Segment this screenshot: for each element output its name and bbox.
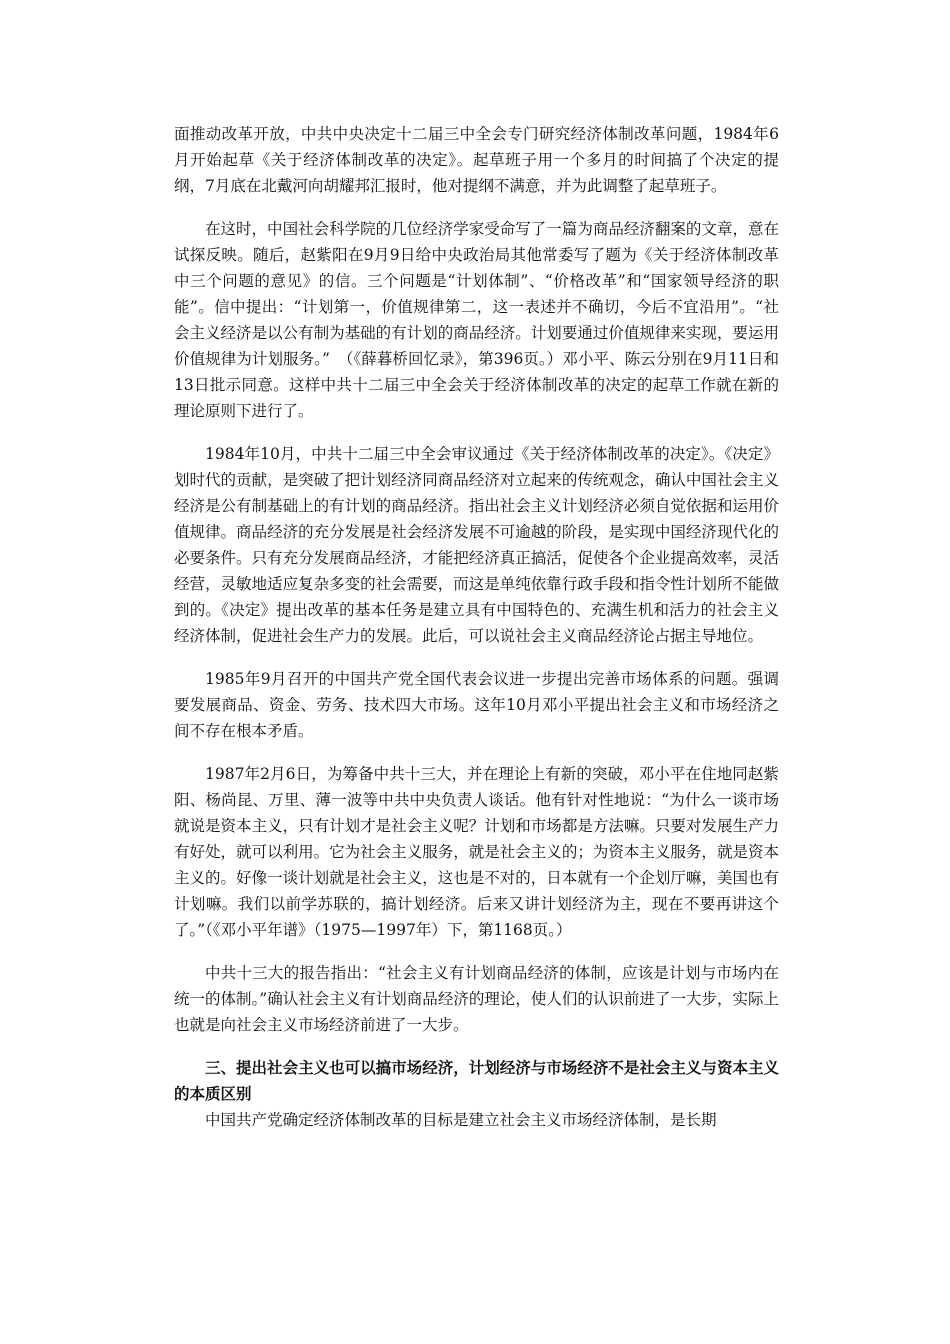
paragraph-13th-congress: 中共十三大的报告指出：“社会主义有计划商品经济的体制，应该是计划与市场内在统一的体制。”确认社会主义有计划商品经济的理论，使人们的认识前进了一大步，实际上也就是向社会主义市场经济前进了一大步。 <box>174 964 779 1034</box>
paragraph-continuation: 面推动改革开放，中共中央决定十二届三中全会专门研究经济体制改革问题，1984年6月开始起草《关于经济体制改革的决定》。起草班子用一个多月的时间搞了个决定的提纲，7月底在北戴河向胡耀邦汇报时，他对提纲不满意，并为此调整了起草班子。 <box>174 125 779 195</box>
paragraph-final: 中国共产党确定经济体制改革的目标是建立社会主义市场经济体制，是长期 <box>205 1111 717 1129</box>
paragraph-1985-conference: 1985年9月召开的中国共产党全国代表会议进一步提出完善市场体系的问题。强调要发展商品、资金、劳务、技术四大市场。这年10月邓小平提出社会主义和市场经济之间不存在根本矛盾。 <box>174 670 779 740</box>
document-body <box>174 121 779 1133</box>
paragraph-1987-talk: 1987年2月6日，为筹备中共十三大，并在理论上有新的突破，邓小平在住地同赵紫阳、杨尚昆、万里、薄一波等中共中央负责人谈话。他有针对性地说：“为什么一谈市场就说是资本主义，只有计划才是社会主义呢？计划和市场都是方法嘛。只要对发展生产力有好处，就可以利用。它为社会主义服务，就是社会主义的；为资本主义服务，就是资本主义的。好像一谈计划就是社会主义，这也是不对的，日本就有一个企划厅嘛，美国也有计划嘛。我们以前学苏联的，搞计划经济。后来又讲计划经济为主，现在不要再讲这个了。”（《邓小平年谱》（1975—1997年）下，第1168页。） <box>174 765 779 939</box>
paragraph-1984-decision: 1984年10月，中共十二届三中全会审议通过《关于经济体制改革的决定》。《决定》划时代的贡献，是突破了把计划经济同商品经济对立起来的传统观念，确认中国社会主义经济是公有制基础上的有计划的商品经济。指出社会主义计划经济必须自觉依据和运用价值规律。商品经济的充分发展是社会经济发展不可逾越的阶段，是实现中国经济现代化的必要条件。只有充分发展商品经济，才能把经济真正搞活，促使各个企业提高效率，灵活经营，灵敏地适应复杂多变的社会需要，而这是单纯依靠行政手段和指令性计划所不能做到的。《决定》提出改革的基本任务是建立具有中国特色的、充满生机和活力的社会主义经济体制，促进社会生产力的发展。此后，可以说社会主义商品经济论占据主导地位。 <box>174 445 779 645</box>
paragraph-economists-article: 在这时，中国社会科学院的几位经济学家受命写了一篇为商品经济翻案的文章，意在试探反映。随后，赵紫阳在9月9日给中央政治局其他常委写了题为《关于经济体制改革中三个问题的意见》的信。三个问题是“计划体制”、“价格改革”和“国家领导经济的职能”。信中提出：“计划第一，价值规律第二，这一表述并不确切，今后不宜沿用”。“社会主义经济是以公有制为基础的有计划的商品经济。计划要通过价值规律来实现，要运用价值规律为计划服务。” （《薛暮桥回忆录》，第396页。）邓小平、陈云分别在9月11日和13日批示同意。这样中共十二届三中全会关于经济体制改革的决定的起草工作就在新的理论原则下进行了。 <box>174 220 779 420</box>
section-heading: 三、提出社会主义也可以搞市场经济，计划经济与市场经济不是社会主义与资本主义的本质区别 <box>174 1058 779 1103</box>
